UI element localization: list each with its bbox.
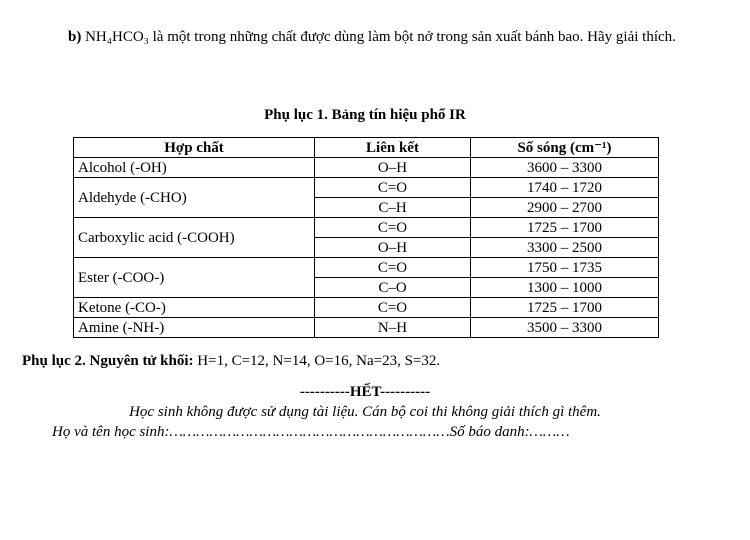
wavenumber-cell: 3600 – 3300: [471, 158, 659, 178]
header-wavenumber: Số sóng (cm⁻¹): [471, 138, 659, 158]
wavenumber-cell: 1725 – 1700: [471, 218, 659, 238]
wavenumber-cell: 3300 – 2500: [471, 238, 659, 258]
header-compound: Hợp chất: [74, 138, 315, 158]
compound-cell: Amine (-NH-): [74, 318, 315, 338]
bond-cell: C=O: [315, 298, 471, 318]
compound-cell: Alcohol (-OH): [74, 158, 315, 178]
wavenumber-cell: 1750 – 1735: [471, 258, 659, 278]
table-row: [74, 258, 659, 278]
wavenumber-cell: 2900 – 2700: [471, 198, 659, 218]
question-text: NH₄HCO₃ là một trong những chất được dùng làm bột nở trong sản xuất bánh bao. Hãy giải thích.: [85, 29, 676, 45]
table-row: [74, 158, 659, 178]
bond-cell: C–H: [315, 198, 471, 218]
atomic-masses: H=1, C=12, N=14, O=16, Na=23, S=32.: [197, 353, 441, 369]
bond-cell: C–O: [315, 278, 471, 298]
question-label: b): [68, 29, 82, 45]
student-name-label: Họ và tên học sinh:………………………………………………………: [52, 424, 450, 440]
table-row: [74, 298, 659, 318]
student-info-line: [52, 424, 570, 441]
bond-cell: O–H: [315, 158, 471, 178]
compound-cell: Ketone (-CO-): [74, 298, 315, 318]
table-row: [74, 218, 659, 238]
question-b: [22, 28, 722, 47]
appendix1-title: Phụ lục 1. Bảng tín hiệu phổ IR: [264, 107, 466, 123]
compound-cell: Aldehyde (-CHO): [74, 178, 315, 218]
bond-cell: C=O: [315, 258, 471, 278]
bond-cell: C=O: [315, 218, 471, 238]
wavenumber-cell: 1725 – 1700: [471, 298, 659, 318]
compound-cell: Carboxylic acid (-COOH): [74, 218, 315, 258]
header-bond: Liên kết: [315, 138, 471, 158]
bond-cell: C=O: [315, 178, 471, 198]
appendix2-label: Phụ lục 2. Nguyên tử khối:: [22, 353, 194, 369]
exam-note: Học sinh không được sử dụng tài liệu. Cán bộ coi thi không giải thích gì thêm.: [129, 404, 601, 420]
compound-cell: Ester (-COO-): [74, 258, 315, 298]
student-id-label: Số báo danh:………: [449, 424, 570, 440]
bond-cell: N–H: [315, 318, 471, 338]
table-row: [74, 318, 659, 338]
table-header-row: [74, 138, 659, 158]
ir-table: [73, 137, 659, 338]
bond-cell: O–H: [315, 238, 471, 258]
wavenumber-cell: 3500 – 3300: [471, 318, 659, 338]
appendix2: [22, 353, 440, 370]
table-row: [74, 178, 659, 198]
wavenumber-cell: 1300 – 1000: [471, 278, 659, 298]
wavenumber-cell: 1740 – 1720: [471, 178, 659, 198]
end-marker: ----------HẾT----------: [299, 384, 431, 400]
